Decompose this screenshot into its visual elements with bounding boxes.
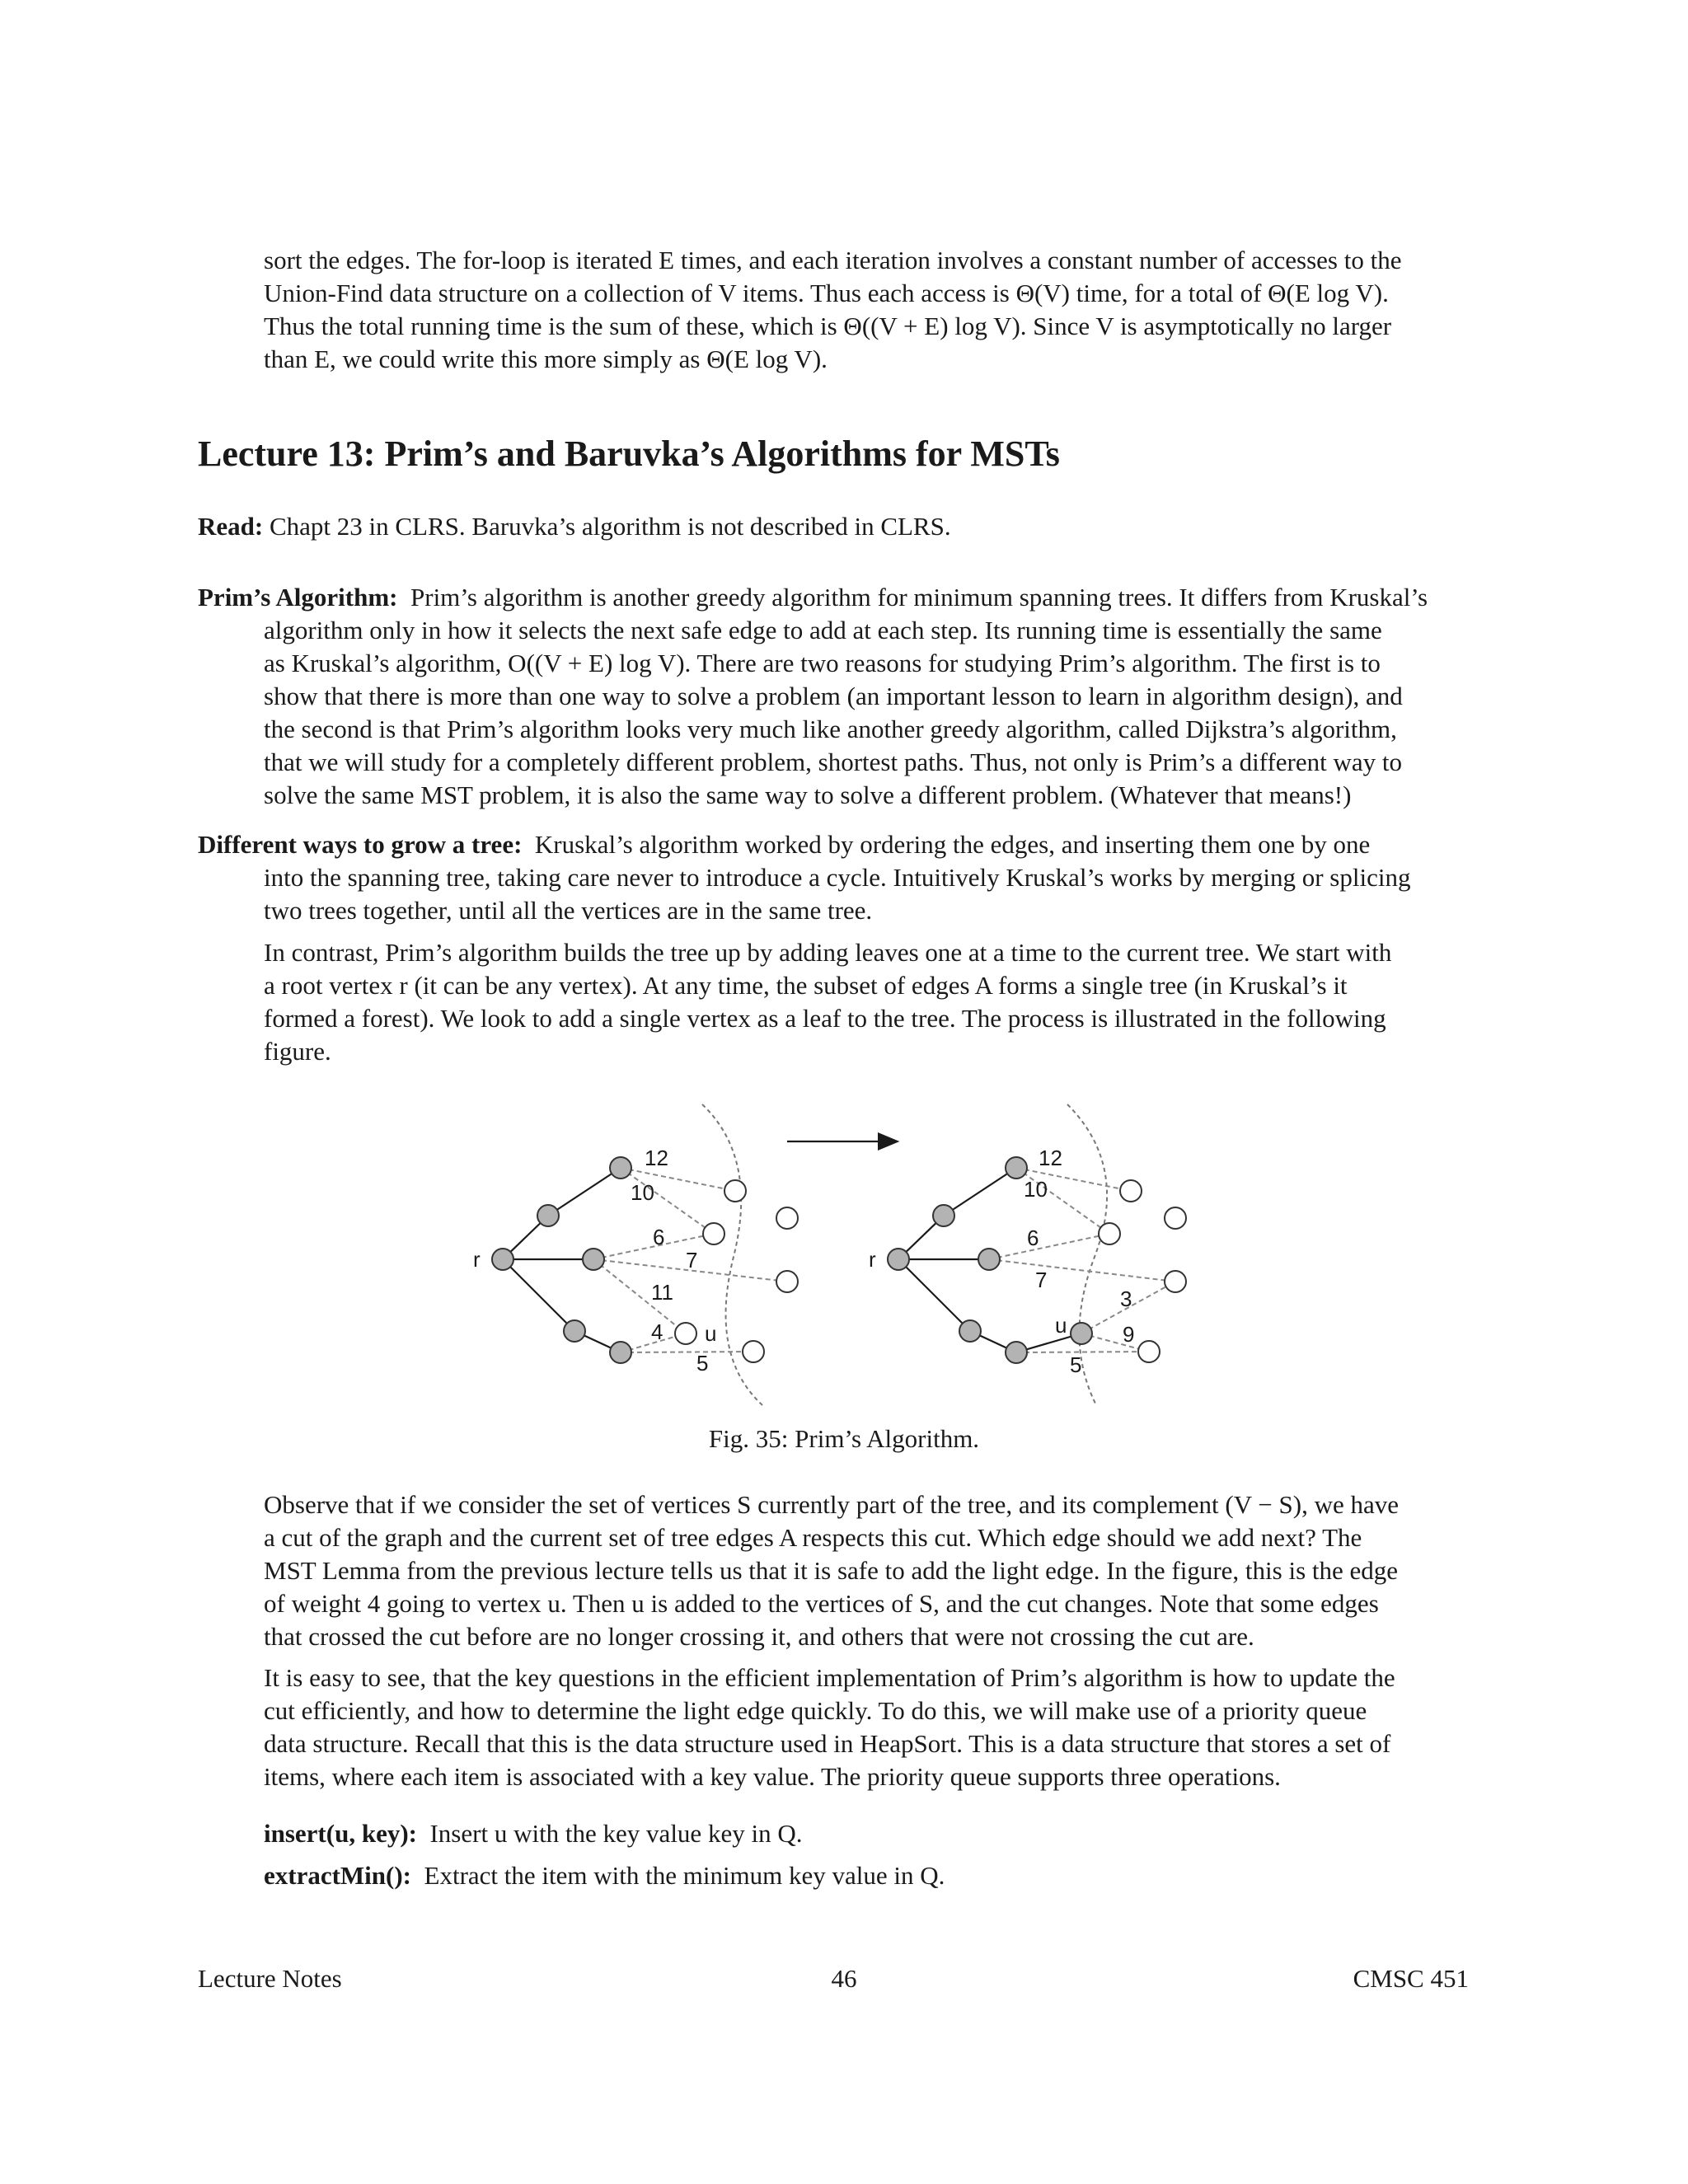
edge-weight-label: 12	[1039, 1146, 1062, 1170]
tree-vertex	[610, 1157, 631, 1179]
tree-vertex	[933, 1205, 954, 1226]
tree-vertex	[583, 1249, 604, 1270]
prims-line: the second is that Prim’s algorithm looks very much like another greedy algorithm, called Dijkstra’s algorithm,	[264, 715, 1397, 743]
read-label: Read:	[198, 512, 264, 541]
outside-vertex	[724, 1180, 746, 1202]
easy-paragraph	[264, 1661, 1469, 1793]
edge-weight-label: 10	[1024, 1177, 1048, 1202]
left-graph	[473, 1104, 798, 1405]
grow-first-line	[198, 828, 1469, 861]
edge-weight-label: 9	[1123, 1322, 1135, 1347]
prims-line: Prim’s algorithm is another greedy algorithm for minimum spanning trees. It differs from Kruskal’s	[410, 583, 1428, 612]
observe-line: MST Lemma from the previous lecture tells us that it is safe to add the light edge. In the figure, this is the edge	[264, 1556, 1399, 1585]
operation-desc: Insert u with the key value key in Q.	[429, 1819, 803, 1848]
edge-weight-label: 6	[653, 1225, 665, 1249]
prims-line: as Kruskal’s algorithm, O((V + E) log V). There are two reasons for studying Prim’s algorithm. The first is to	[264, 649, 1381, 677]
tree-vertex	[610, 1342, 631, 1363]
tree-vertex	[1006, 1157, 1027, 1179]
operation-name: extractMin():	[264, 1861, 412, 1890]
prims-algorithm-item	[198, 581, 1469, 812]
edge-weight-label: 5	[1070, 1352, 1082, 1377]
observe-line: that crossed the cut before are no longer crossing it, and others that were not crossing the cut are.	[264, 1622, 1254, 1651]
edge-weight-label: 7	[686, 1248, 698, 1272]
grow-line: Kruskal’s algorithm worked by ordering the edges, and inserting them one by one	[534, 830, 1371, 859]
u-vertex	[675, 1323, 696, 1344]
observe-line: a cut of the graph and the current set of tree edges A respects this cut. Which edge should we add next? The	[264, 1523, 1362, 1552]
outside-vertex	[1165, 1207, 1186, 1229]
grow-tree-item	[198, 828, 1469, 927]
u-label: u	[1055, 1313, 1067, 1338]
u-vertex	[1071, 1323, 1092, 1344]
read-line	[198, 512, 951, 541]
tree-vertex	[1006, 1342, 1027, 1363]
contrast-line: In contrast, Prim’s algorithm builds the tree up by adding leaves one at a time to the current tree. We start with	[264, 938, 1392, 967]
tree-vertex	[978, 1249, 1000, 1270]
lecture-heading: Lecture 13: Prim’s and Baruvka’s Algorithms for MSTs	[198, 434, 1060, 474]
edge-weight-label: 10	[631, 1180, 654, 1205]
read-text: Chapt 23 in CLRS. Baruvka’s algorithm is not described in CLRS.	[269, 512, 951, 541]
edge-weight-label: 4	[651, 1319, 663, 1344]
contrast-line: figure.	[264, 1037, 331, 1066]
outside-vertex	[1138, 1341, 1160, 1362]
prims-label: Prim’s Algorithm:	[198, 583, 398, 612]
edge-weight-label: 5	[696, 1351, 709, 1376]
footer-left: Lecture Notes	[198, 1964, 342, 1993]
intro-paragraph	[264, 244, 1469, 376]
observe-line: of weight 4 going to vertex u. Then u is added to the vertices of S, and the cut changes. Note that some edges	[264, 1589, 1379, 1618]
prims-line: solve the same MST problem, it is also the same way to solve a different problem. (Whatever that means!)	[264, 780, 1352, 809]
intro-line: Thus the total running time is the sum of these, which is Θ((V + E) log V). Since V is asymptotically no larger	[264, 312, 1392, 340]
outside-vertex	[1165, 1271, 1186, 1292]
observe-line: Observe that if we consider the set of vertices S currently part of the tree, and its complement (V − S), we have	[264, 1490, 1400, 1519]
prims-figure	[462, 1092, 1286, 1413]
outside-vertex	[743, 1341, 764, 1362]
intro-line: than E, we could write this more simply as Θ(E log V).	[264, 344, 828, 373]
edge-weight-label: 7	[1035, 1268, 1048, 1292]
edge-weight-label: 6	[1027, 1226, 1039, 1250]
contrast-line: a root vertex r (it can be any vertex). At any time, the subset of edges A forms a single tree (in Kruskal’s it	[264, 971, 1348, 1000]
figure-caption: Fig. 35: Prim’s Algorithm.	[708, 1424, 980, 1453]
root-vertex	[492, 1249, 513, 1270]
operation-insert	[264, 1819, 802, 1849]
contrast-line: formed a forest). We look to add a single vertex as a leaf to the tree. The process is illustrated in the following	[264, 1004, 1386, 1033]
outside-vertex	[1099, 1223, 1120, 1244]
root-vertex	[888, 1249, 909, 1270]
outside-vertex	[776, 1207, 798, 1229]
operation-extractmin	[264, 1861, 945, 1891]
tree-vertex	[959, 1320, 981, 1342]
contrast-paragraph	[264, 936, 1469, 1068]
u-label: u	[705, 1321, 717, 1346]
footer-right: CMSC 451	[1353, 1964, 1469, 1993]
edge-weight-label: 11	[651, 1280, 673, 1305]
right-graph	[869, 1104, 1186, 1405]
root-label: r	[869, 1247, 876, 1272]
grow-line: two trees together, until all the vertices are in the same tree.	[264, 896, 873, 925]
tree-vertex	[564, 1320, 585, 1342]
outside-vertex	[1120, 1180, 1142, 1202]
page-number: 46	[831, 1964, 857, 1993]
operation-desc: Extract the item with the minimum key value in Q.	[424, 1861, 945, 1890]
intro-line: Union-Find data structure on a collection of V items. Thus each access is Θ(V) time, for a total of Θ(E log V).	[264, 279, 1389, 307]
root-label: r	[473, 1247, 481, 1272]
easy-line: cut efficiently, and how to determine the light edge quickly. To do this, we will make use of a priority queue	[264, 1696, 1367, 1725]
outside-vertex	[703, 1223, 724, 1244]
easy-line: It is easy to see, that the key questions in the efficient implementation of Prim’s algorithm is how to update the	[264, 1663, 1395, 1692]
easy-line: data structure. Recall that this is the data structure used in HeapSort. This is a data structure that stores a set of	[264, 1729, 1391, 1758]
prims-line: algorithm only in how it selects the next safe edge to add at each step. Its running time is essentially the same	[264, 616, 1382, 644]
grow-line: into the spanning tree, taking care never to introduce a cycle. Intuitively Kruskal’s works by merging or splicing	[264, 863, 1411, 892]
intro-line: sort the edges. The for-loop is iterated E times, and each iteration involves a constant number of accesses to the	[264, 246, 1402, 274]
edge-weight-label: 12	[645, 1146, 668, 1170]
operation-name: insert(u, key):	[264, 1819, 417, 1848]
grow-label: Different ways to grow a tree:	[198, 830, 523, 859]
prims-line: show that there is more than one way to solve a problem (an important lesson to learn in algorithm design), and	[264, 682, 1403, 710]
tree-vertex	[537, 1205, 559, 1226]
observe-paragraph	[264, 1488, 1469, 1653]
prims-first-line	[198, 581, 1469, 614]
edge-weight-label: 3	[1120, 1286, 1132, 1311]
easy-line: items, where each item is associated with a key value. The priority queue supports three operations.	[264, 1762, 1281, 1791]
outside-vertex	[776, 1271, 798, 1292]
prims-line: that we will study for a completely different problem, shortest paths. Thus, not only is Prim’s a different way to	[264, 748, 1402, 776]
